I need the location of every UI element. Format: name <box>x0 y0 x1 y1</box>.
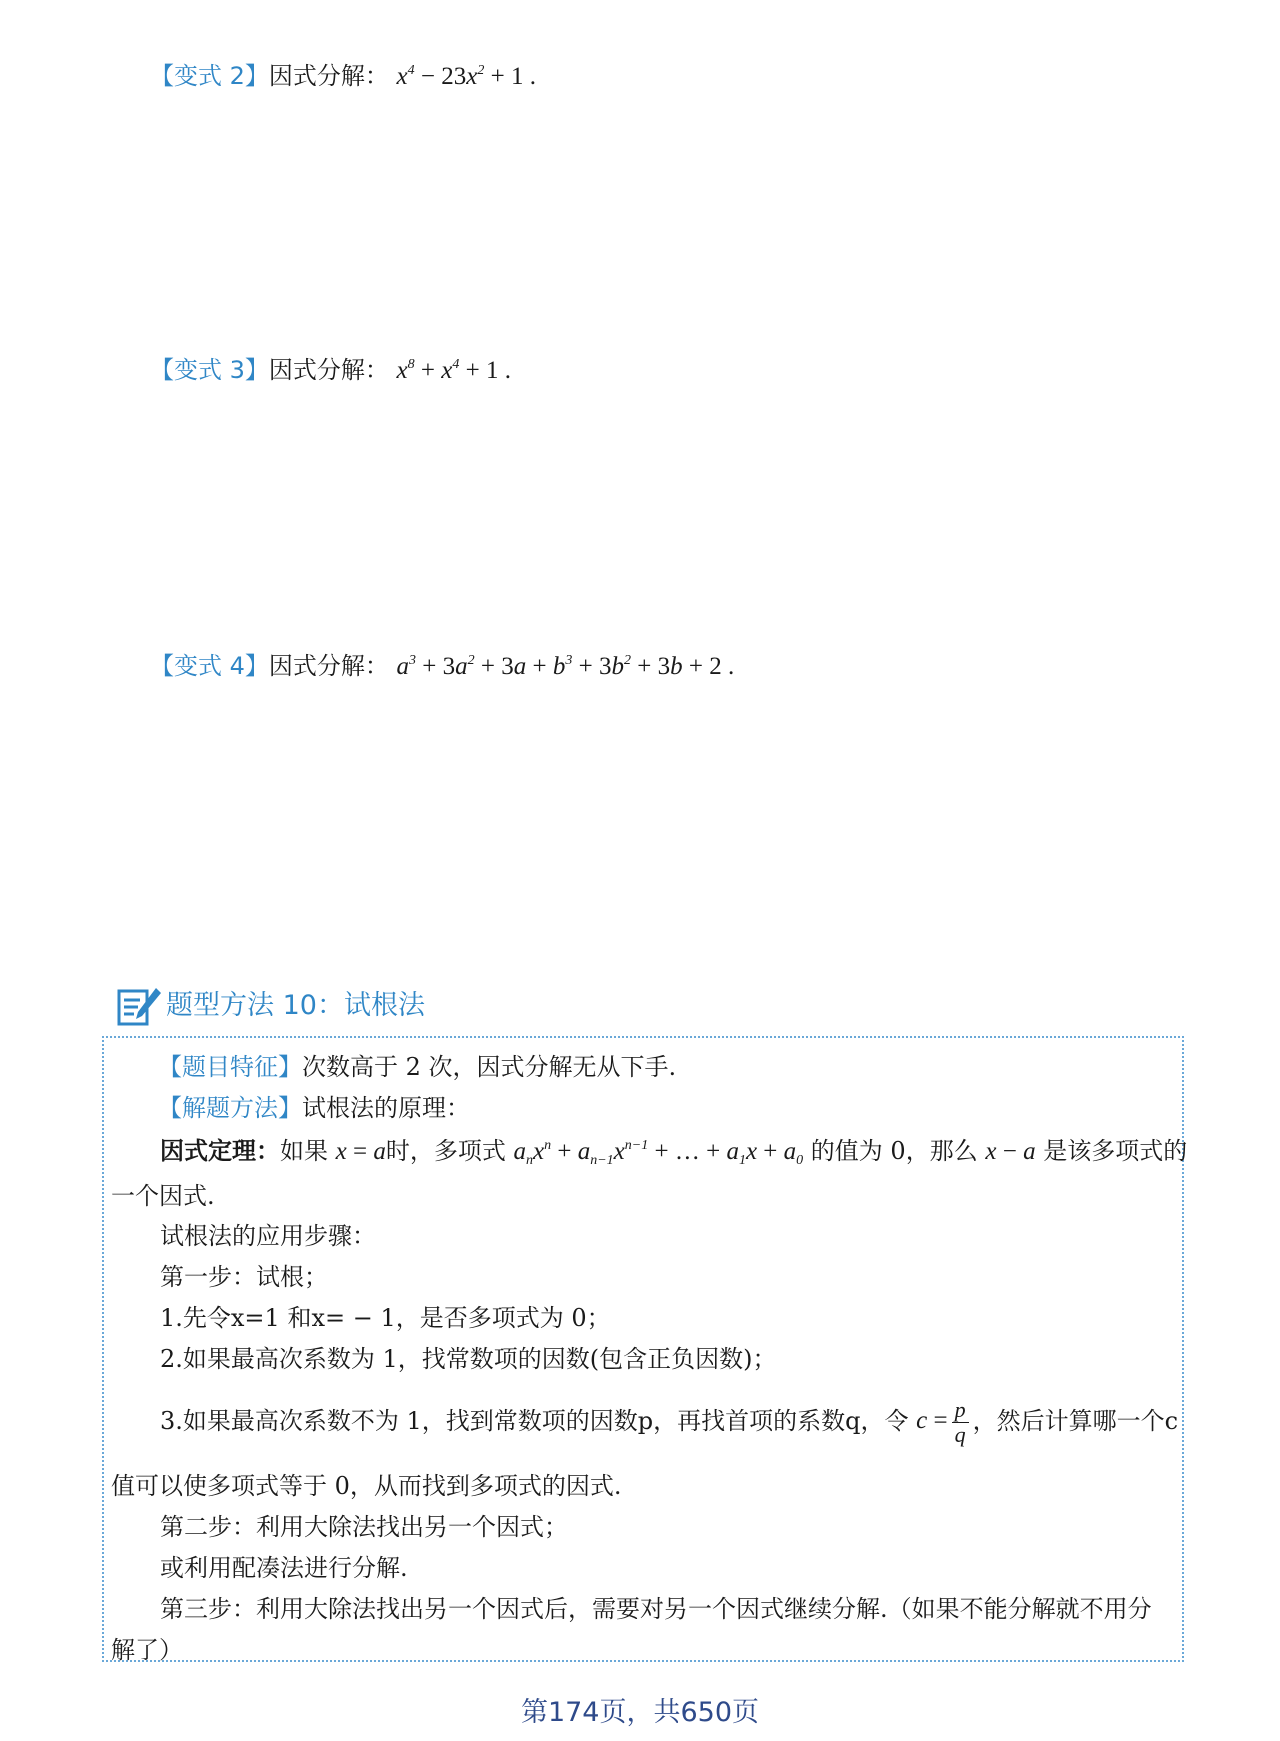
theorem-end: 是该多项式的 <box>1043 1137 1188 1165</box>
notepad-pen-icon <box>116 986 162 1028</box>
variant-label: 因式分解： <box>268 652 389 680</box>
step-1-item-3-continuation: 值可以使多项式等于 0，从而找到多项式的因式. <box>111 1472 622 1500</box>
ratio-expression: c = $\frac{p}{q}$ <box>916 1407 972 1434</box>
theorem-line <box>160 1135 1187 1168</box>
condition-expression: x = a <box>335 1138 386 1165</box>
method-text: 试根法的原理： <box>302 1094 470 1122</box>
page-number: 第174页，共650页 <box>520 1697 760 1728</box>
feature-tag: 【题目特征】 <box>158 1053 302 1081</box>
variant-tag: 【变式 3】 <box>150 356 269 384</box>
variant-4-expression: $a^3 + 3a^2 + 3a + b^3 + 3b^2 + 3b + 2$ . <box>396 653 735 680</box>
step-1-item-2: 2.如果最高次系数为 1，找常数项的因数(包含正负因数)； <box>160 1345 777 1373</box>
variant-3 <box>150 354 511 387</box>
feature-text: 次数高于 2 次，因式分解无从下手. <box>302 1053 677 1081</box>
theorem-mid: 时，多项式 <box>385 1137 506 1165</box>
step-2-alternative: 或利用配凑法进行分解. <box>160 1554 408 1582</box>
method-tag: 【解题方法】 <box>158 1094 302 1122</box>
factor-expression: x − a <box>985 1138 1036 1165</box>
fraction-p-over-q: $\frac{p}{q}$ <box>952 1398 969 1447</box>
step-2: 第二步：利用大除法找出另一个因式； <box>160 1513 568 1541</box>
step-3: 第三步：利用大除法找出另一个因式后，需要对另一个因式继续分解.（如果不能分解就不用分 <box>160 1595 1152 1623</box>
step-1-item-1: 1.先令x=1 和x= − 1，是否多项式为 0； <box>160 1304 611 1332</box>
section-title: 题型方法 10：试根法 <box>166 990 425 1021</box>
variant-4 <box>150 650 734 683</box>
variant-2-expression: $x^4 - 23x^2 + 1$ . <box>396 63 536 90</box>
item3-text-a: 3.如果最高次系数不为 1，找到常数项的因数p，再找首项的系数q，令 <box>160 1407 909 1435</box>
step-1-item-3 <box>160 1398 1178 1447</box>
theorem-label: 因式定理： <box>160 1137 280 1165</box>
variant-tag: 【变式 4】 <box>150 652 269 680</box>
step-3-continuation: 解了） <box>111 1636 183 1664</box>
theorem-pre: 如果 <box>280 1137 328 1165</box>
variant-tag: 【变式 2】 <box>150 62 269 90</box>
variant-2 <box>150 60 536 93</box>
variant-label: 因式分解： <box>268 62 389 90</box>
variant-label: 因式分解： <box>268 356 389 384</box>
variant-3-expression: $x^8 + x^4 + 1$ . <box>396 357 511 384</box>
steps-title: 试根法的应用步骤： <box>160 1222 376 1250</box>
theorem-continuation: 一个因式. <box>111 1182 215 1210</box>
method-line <box>158 1092 470 1124</box>
feature-line <box>158 1051 676 1083</box>
theorem-post: 的值为 0，那么 <box>810 1137 978 1165</box>
polynomial-expression: $a_nx^n + a_{n-1}x^{n-1}$ + … + $a_1x + a_0$ <box>513 1138 804 1168</box>
step-1: 第一步：试根； <box>160 1263 328 1291</box>
item3-text-b: ，然后计算哪一个c <box>972 1407 1179 1435</box>
